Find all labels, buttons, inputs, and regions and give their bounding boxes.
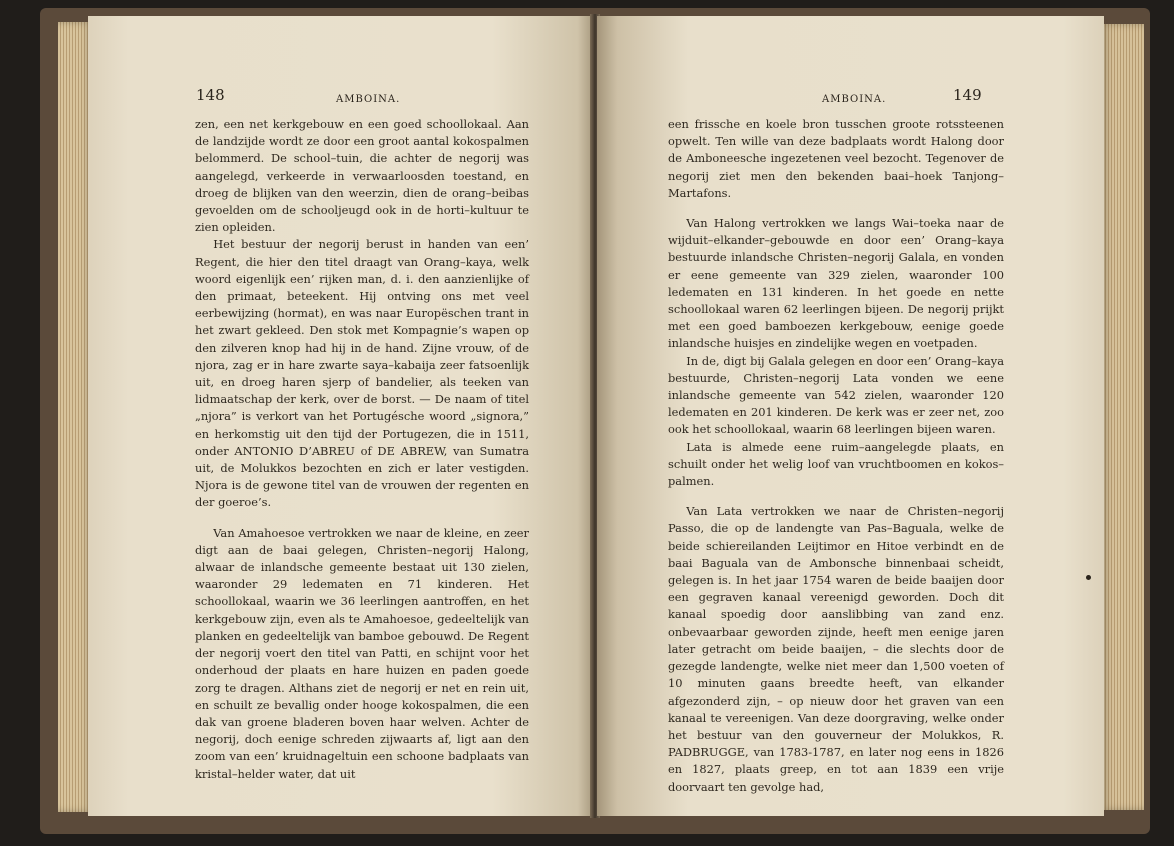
paragraph: Lata is almede eene ruim–aangelegde plaats, en schuilt onder het welig loof van vruchtboomen en kokos–palmen. <box>668 439 1004 489</box>
left-page-number: 148 <box>196 86 225 104</box>
paragraph: Het bestuur der negorij berust in handen van een’ Regent, die hier den titel draagt van Orang–kaya, welk woord eigenlijk een’ rijken man, d. i. den aanzienlijke of den primaat, beteekent. Hij ontving ons met veel eerbewijzing (hormat), en was naar Europëschen trant in het zwart gekleed. Den stok met Kompagnie’s wapen op den zilveren knop had hij in de hand. Zijne vrouw, of de njora, zag er in hare zwarte saya–kabaija zeer fatsoenlijk uit, en droeg haren sjerp of bandelier, als teeken van lidmaatschap der kerk, over de borst. — De naam of titel „njora” is verkort van het Portugésche woord „signora,” en herkomstig uit den tijd der Portugezen, die in 1511, onder ANTONIO D’ABREU of DE ABREW, van Sumatra uit, de Molukkos bezochten en zich er later vestigden. Njora is de gewone titel van de vrouwen der regenten en der goeroe’s. <box>195 237 529 510</box>
margin-mark <box>1086 575 1091 580</box>
paragraph: Van Halong vertrokken we langs Wai–toeka naar de wijduit–elkander–gebouwde en door een’ Orang–kaya bestuurde inlandsche Christen–negorij Galala, en vonden er eene gemeente van 329 zielen, waaronder 100 ledematen en 131 kinderen. In het goede en nette schoollokaal waren 62 leerlingen bijeen. De negorij prijkt met een goed bamboezen kerkgebouw, eenige goede inlandsche huisjes en zindelijke wegen en voetpaden. <box>668 216 1004 351</box>
right-page-text <box>668 116 1004 796</box>
left-running-head: AMBOINA. <box>336 94 401 105</box>
left-page <box>88 16 593 816</box>
right-running-head: AMBOINA. <box>822 94 887 105</box>
paragraph: Van Lata vertrokken we naar de Christen–negorij Passo, die op de landengte van Pas–Baguala, welke de beide schiereilanden Leijtimor en Hitoe verbindt en de baai Baguala van de Ambonsche binnenbaai scheidt, gelegen is. In het jaar 1754 waren de beide baaijen door een gegraven kanaal vereenigd geworden. Doch dit kanaal spoedig door aanslibbing van zand enz. onbevaarbaar geworden zijnde, heeft men eenige jaren later getracht om beide baaijen, – die slechts door de gezegde landengte, welke niet meer dan 1,500 voeten of 10 minuten gaans breedte heeft, van elkander afgezonderd zijn, – op nieuw door het graven van een kanaal te vereenigen. Van deze doorgraving, welke onder het bestuur van den gouverneur der Molukkos, R. PADBRUGGE, van 1783-1787, en later nog eens in 1826 en 1827, plaats greep, en tot aan 1839 een vrije doorvaart ten gevolge had, <box>668 504 1004 794</box>
paragraph: In de, digt bij Galala gelegen en door een’ Orang–kaya bestuurde, Christen–negorij Lata vonden we eene inlandsche gemeente van 542 zielen, waaronder 120 ledematen en 201 kinderen. De kerk was er zeer net, zoo ook het schoollokaal, waarin 68 leerlingen bijeen waren. <box>668 353 1004 437</box>
paragraph: een frissche en koele bron tusschen groote rotssteenen opwelt. Ten wille van deze badplaats wordt Halong door de Amboneesche ingezetenen veel bezocht. Tegenover de negorij ziet men den bekenden baai–hoek Tanjong–Martafons. <box>668 117 1004 200</box>
paragraph: zen, een net kerkgebouw en een goed schoollokaal. Aan de landzijde wordt ze door een groot aantal kokospalmen belommerd. De school–tuin, die achter de negorij was aangelegd, verkeerde in verwaarloosden toestand, en droeg de blijken van den weerzin, dien de orang–beibas gevoelden om de schooljeugd ook in de horti–kultuur te zien opleiden. <box>195 117 529 235</box>
page-edges-right <box>1100 24 1144 810</box>
paragraph: Van Amahoesoe vertrokken we naar de kleine, en zeer digt aan de baai gelegen, Christen–negorij Halong, alwaar de inlandsche gemeente bestaat uit 130 zielen, waaronder 29 ledematen en 71 kinderen. Het schoollokaal, waarin we 36 leerlingen aantroffen, en het kerkgebouw zijn, even als te Amahoesoe, gedeeltelijk van planken en gedeeltelijk van bamboe gebouwd. De Regent der negorij voert den titel van Patti, en schijnt voor het onderhoud der plaats en hare huizen en paden goede zorg te dragen. Althans ziet de negorij er net en rein uit, en schuilt ze bevallig onder hooge kokospalmen, die een dak van groene bladeren boven haar welven. Achter de negorij, doch eenige schreden zijwaarts af, ligt aan den zoom van een’ kruidnageltuin een schoone badplaats van kristal–helder water, dat uit <box>195 525 529 781</box>
left-page-text <box>195 116 529 783</box>
right-page <box>597 16 1104 816</box>
right-page-number: 149 <box>953 86 982 104</box>
